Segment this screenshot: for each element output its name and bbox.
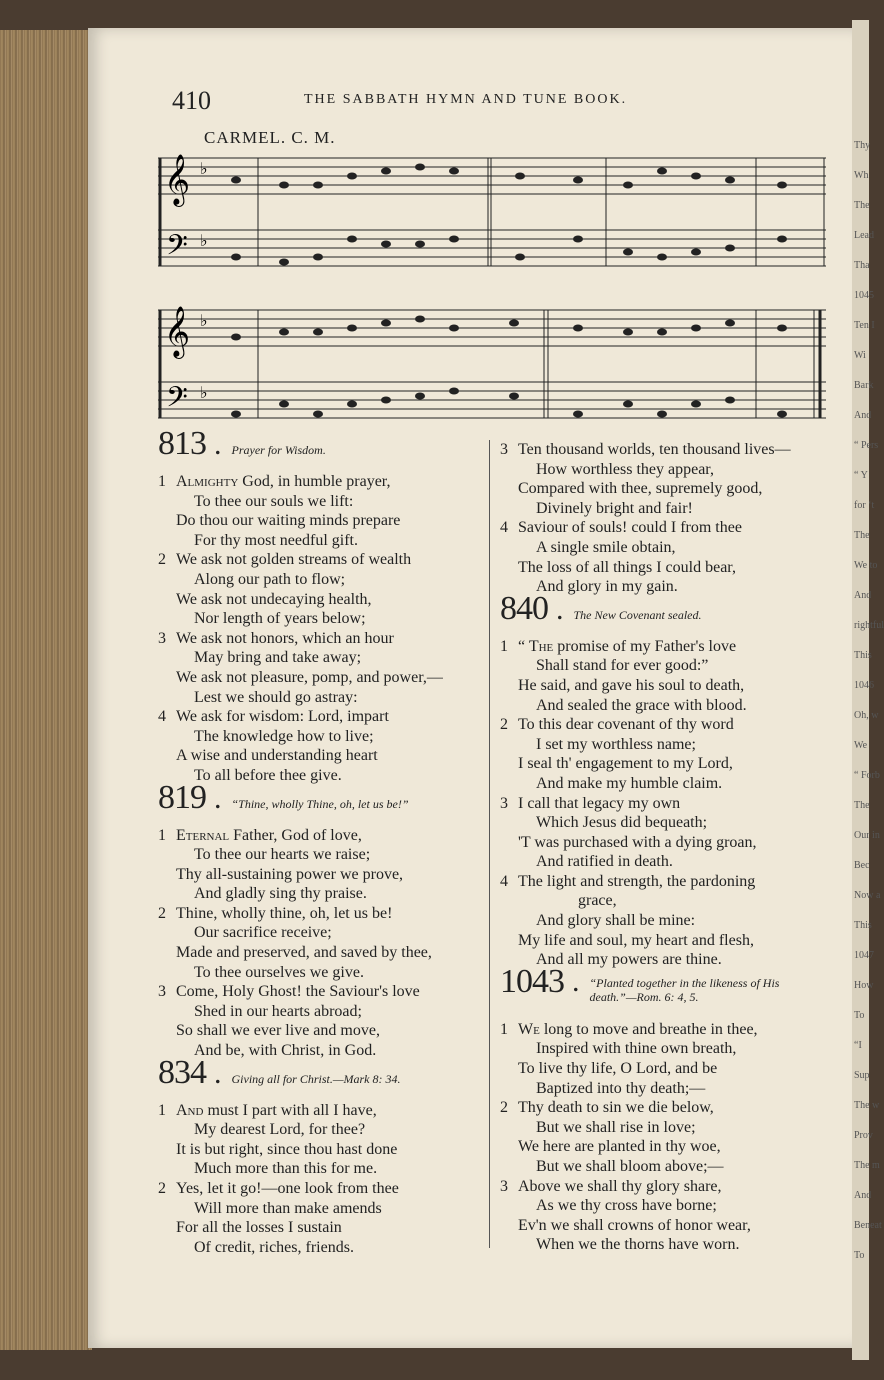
verse-line [158,629,488,649]
page-number: 410 [172,86,211,115]
verse-text: 'T was purchased with a dying groan, [518,833,757,851]
verse-first-word: Eternal [176,826,230,844]
verse-number: 3 [500,794,508,812]
verse-text: Which Jesus did bequeath; [536,814,708,832]
verse-number: 2 [158,1180,166,1197]
facing-page-fragment: Bec [854,860,870,871]
verse-text: I seal th' engagement to my Lord, [518,755,733,773]
verse-text: We ask not honors, which an hour [176,629,394,647]
facing-page-fragment: The [854,530,870,541]
verse-line [158,923,488,943]
verse-text: Shed in our hearts abroad; [194,1002,362,1020]
verse-line [158,511,488,531]
verse-line [500,440,830,460]
music-system-1 [158,150,826,275]
verse-line [500,676,830,696]
facing-page-fragment: The [854,800,870,811]
verse-text: We ask not pleasure, pomp, and power,— [176,668,443,686]
facing-page-fragment: And [854,1190,872,1201]
verse-line [158,845,488,865]
hymn-number-dot: . [214,781,222,815]
verse-first-word: And [176,1101,204,1119]
verse-text: The knowledge how to live; [194,727,374,745]
verse-text: As we thy cross have borne; [536,1197,717,1215]
verse-text: Thy all-sustaining power we prove, [176,865,404,883]
verse-line [500,479,830,499]
verse-line [158,648,488,668]
verse-text: He said, and gave his soul to death, [518,676,745,694]
verse-line [158,1199,488,1219]
hymn-number: 834 [158,1053,206,1091]
verse-line [158,472,488,492]
hymn-number: 819 [158,778,206,816]
verse-text: Made and preserved, and saved by thee, [176,944,432,962]
verse-line [158,982,488,1002]
hymn-number: 840 [500,589,548,627]
verse-line [500,518,830,538]
verse-line [500,794,830,814]
verse-line [500,833,830,853]
verse-text: Ev'n we shall crowns of honor wear, [518,1216,751,1234]
hymn-number: 813 [158,425,206,462]
verse-text: Saviour of souls! could I from thee [518,519,742,537]
hymn-title: “Thine, wholly Thine, oh, let us be!” [231,796,409,811]
verse-line [158,492,488,512]
verse-text: Will more than make amends [194,1199,382,1217]
verse-text: My life and soul, my heart and flesh, [518,931,754,949]
verse-number: 1 [158,473,166,490]
verse-number: 2 [500,716,508,734]
verse-text: May bring and take away; [194,649,362,667]
hymn-heading [500,589,830,637]
hymn-heading [158,425,488,472]
svg-text:♭: ♭ [200,385,208,402]
verse-line [158,1218,488,1238]
verse-line [158,1179,488,1199]
verse-line [500,637,830,657]
svg-text:𝄞: 𝄞 [164,154,191,205]
verse-text: grace, [578,892,617,910]
verse-text: And glory shall be mine: [536,912,696,930]
verse-text: Compared with thee, supremely good, [518,480,763,498]
facing-page-fragment: And [854,590,872,601]
hymn-title: Giving all for Christ.—Mark 8: 34. [231,1071,401,1086]
verse-line [500,1079,830,1099]
facing-page-fragment: Wh [854,170,869,181]
facing-page-fragment: 1045 [854,290,874,301]
facing-page-fragment: We [854,740,868,751]
verse-text: long to move and breathe in thee, [539,1020,758,1038]
facing-page-fragment: “ Forb [854,770,880,781]
verse-first-word: “ The [518,637,554,655]
verse-line [158,943,488,963]
verse-text: I call that legacy my own [518,794,681,812]
verse-text: And ratified in death. [536,853,673,871]
verse-number: 3 [500,1177,508,1195]
facing-page-fragment: Our in [854,830,880,841]
facing-page-fragment: This [854,650,872,661]
facing-page-fragment: We to [854,560,878,571]
verse-number: 4 [500,519,508,537]
verse-line [500,754,830,774]
verse-text: Nor length of years below; [194,610,366,628]
verse-line [500,1098,830,1118]
verse-text: But we shall bloom above;— [536,1158,724,1175]
verse-text: But we shall rise in love; [536,1118,696,1136]
verse-line [158,707,488,727]
verse-text: Thine, wholly thine, oh, let us be! [176,904,393,922]
verse-line [500,499,830,519]
facing-page-fragment: Oh, w [854,710,879,721]
facing-page-fragment: The [854,200,870,211]
facing-page-fragment: Wi [854,350,866,361]
verse-line [500,735,830,755]
verse-text: Much more than this for me. [194,1160,378,1178]
verse-number: 1 [158,826,166,844]
verse-line [500,852,830,872]
verse-line [500,931,830,951]
hymn-title: Prayer for Wisdom. [231,443,326,457]
verse-line [158,531,488,551]
facing-page-fragment: And [854,410,872,421]
verse-text: And sealed the grace with blood. [536,696,747,714]
column-rule [489,440,490,1248]
verse-text: Ten thousand worlds, ten thousand lives— [518,441,791,458]
facing-page-fragment: Prov [854,1130,873,1141]
verse-text: Inspired with thine own breath, [536,1040,737,1058]
verse-text: We ask not golden streams of wealth [176,551,412,569]
verse-text: Above we shall thy glory share, [518,1177,722,1195]
verse-number: 3 [500,441,508,458]
svg-text:𝄢: 𝄢 [166,381,188,421]
verse-line [158,826,488,846]
svg-text:♭: ♭ [200,233,208,250]
verse-text: We ask for wisdom: Lord, impart [176,708,389,726]
verse-line [500,656,830,676]
verse-text: I set my worthless name; [536,735,696,753]
verse-text: Along our path to flow; [194,570,346,588]
verse-line [158,1238,488,1258]
verse-text: Lest we should go astray: [194,688,358,706]
verse-text: Baptized into thy death;— [536,1079,706,1097]
facing-page-fragment: The w [854,1100,880,1111]
verse-line [500,1235,830,1255]
verse-line [500,538,830,558]
verse-text: Come, Holy Ghost! the Saviour's love [176,983,420,1001]
facing-page-fragment: The m [854,1160,880,1171]
verse-text: It is but right, since thou hast done [176,1140,398,1158]
verse-line [158,668,488,688]
verse-text: To this dear covenant of thy word [518,716,734,734]
verse-text: When we the thorns have worn. [536,1236,740,1254]
verse-line [500,715,830,735]
verse-line [500,460,830,480]
verse-text: How worthless they appear, [536,460,714,478]
svg-text:𝄢: 𝄢 [166,229,188,269]
verse-line [158,1120,488,1140]
verse-text: So shall we ever live and move, [176,1022,380,1040]
verse-line [500,774,830,794]
verse-text: For all the losses I sustain [176,1219,342,1237]
verse-text: And make my humble claim. [536,774,723,792]
verse-text: must I part with all I have, [203,1101,377,1119]
verse-line [158,1140,488,1160]
facing-page-fragment: How [854,980,874,991]
verse-text: And be, with Christ, in God. [194,1042,377,1060]
verse-text: promise of my Father's love [553,637,737,655]
verse-text: Do thou our waiting minds prepare [176,512,401,530]
verse-text: The light and strength, the pardoning [518,872,756,890]
verse-line [500,1039,830,1059]
facing-page-fragment: Beneat [854,1220,882,1231]
verse-number: 4 [500,872,508,890]
verse-line [158,570,488,590]
verse-number: 1 [158,1101,166,1119]
verse-line [500,1137,830,1157]
verse-text: And glory in my gain. [536,578,678,596]
verse-text: We ask not undecaying health, [176,590,372,608]
facing-page-fragment: “ Y [854,470,868,481]
verse-line [500,1216,830,1236]
verse-text: To thee ourselves we give. [194,963,364,981]
verse-number: 1 [500,1020,508,1038]
verse-line [158,865,488,885]
verse-line [158,688,488,708]
verse-text: A wise and understanding heart [176,747,378,765]
facing-page-fragment: “I [854,1040,862,1051]
verse-text: Divinely bright and fair! [536,499,693,517]
verse-line [158,1159,488,1179]
facing-page-fragment: Sup [854,1070,870,1081]
verse-line [500,696,830,716]
svg-text:♭: ♭ [200,161,208,178]
hymn-number-dot: . [214,428,222,461]
hymn-column-right [500,440,830,1255]
hymn-number-dot: . [214,1056,222,1090]
verse-line [158,1002,488,1022]
verse-text: A single smile obtain, [536,538,676,556]
verse-line [158,904,488,924]
verse-text: To thee our hearts we raise; [194,846,371,864]
verse-text: The loss of all things I could bear, [518,558,736,576]
verse-line [158,590,488,610]
hymn-heading [158,778,488,826]
verse-text: Our sacrifice receive; [194,924,332,942]
verse-number: 3 [158,983,166,1001]
hymn-title: “Planted together in the likeness of His death.”—Rom. 6: 4, 5. [589,975,780,1004]
facing-page-fragment: Lead [854,230,874,241]
music-system-2 [158,302,826,427]
verse-text: And gladly sing thy praise. [194,885,367,903]
verse-text: Yes, let it go!—one look from thee [176,1180,399,1197]
book-spine [0,30,92,1350]
verse-line [500,1059,830,1079]
verse-text: For thy most needful gift. [194,531,358,549]
verse-line [500,577,830,597]
running-title: THE SABBATH HYMN AND TUNE BOOK. [304,92,628,107]
verse-line [500,1196,830,1216]
svg-text:♭: ♭ [200,313,208,330]
verse-text: Father, God of love, [229,826,362,844]
facing-page-fragment: To [854,1010,865,1021]
verse-text: Of credit, riches, friends. [194,1238,354,1256]
facing-page-fragment: Thy [854,140,871,151]
verse-first-word: We [518,1020,540,1038]
verse-line [500,891,830,911]
verse-number: 3 [158,629,166,647]
verse-number: 1 [500,637,508,655]
verse-line [158,1101,488,1121]
verse-number: 2 [158,904,166,922]
verse-line [500,1177,830,1197]
hymn-number: 1043 [500,962,564,1000]
verse-line [500,872,830,892]
verse-line [158,550,488,570]
verse-line [158,963,488,983]
verse-text: My dearest Lord, for thee? [194,1121,366,1139]
verse-line [500,911,830,931]
facing-page-fragment: Tha [854,260,870,271]
verse-line [500,558,830,578]
facing-page-fragment: Now a [854,890,881,901]
verse-line [158,746,488,766]
verse-line [500,1118,830,1138]
verse-line [158,884,488,904]
verse-text: We here are planted in thy woe, [518,1138,721,1156]
facing-page-fragment: for ‘t [854,500,875,511]
verse-number: 4 [158,708,166,726]
verse-number: 2 [500,1099,508,1117]
verse-text: Shall stand for ever good:” [536,657,709,675]
svg-text:𝄞: 𝄞 [164,306,191,357]
verse-line [158,1041,488,1061]
verse-first-word: Almighty [176,473,239,490]
verse-line [158,609,488,629]
facing-page-fragment: This [854,920,872,931]
verse-line [500,813,830,833]
hymn-heading [158,1053,488,1101]
verse-text: To thee our souls we lift: [194,492,354,510]
facing-page-fragment: Ten I [854,320,875,331]
hymn-title: The New Covenant sealed. [573,607,702,622]
verse-text: To all before thee give. [194,766,342,784]
verse-line [158,1021,488,1041]
facing-page-edge [852,20,884,1360]
hymn-heading [500,962,830,1020]
facing-page-fragment: 1047 [854,950,874,961]
facing-page-fragment: “ Pers [854,440,879,451]
hymn-column-left [158,425,488,1257]
tune-name: CARMEL. C. M. [204,128,336,147]
verse-line [500,1157,830,1177]
hymn-number-dot: . [556,592,564,626]
facing-page-fragment: 1046 [854,680,874,691]
verse-line [158,766,488,786]
verse-text: God, in humble prayer, [238,473,391,490]
facing-page-fragment: Bark [854,380,874,391]
facing-page-fragment: To [854,1250,865,1261]
verse-text: To live thy life, O Lord, and be [518,1060,718,1078]
hymn-number-dot: . [572,964,580,998]
verse-line [158,727,488,747]
verse-number: 2 [158,551,166,569]
verse-line [500,1020,830,1040]
verse-text: Thy death to sin we die below, [518,1099,714,1117]
facing-page-fragment: rightful [854,620,884,631]
verse-text: And all my powers are thine. [536,951,722,969]
